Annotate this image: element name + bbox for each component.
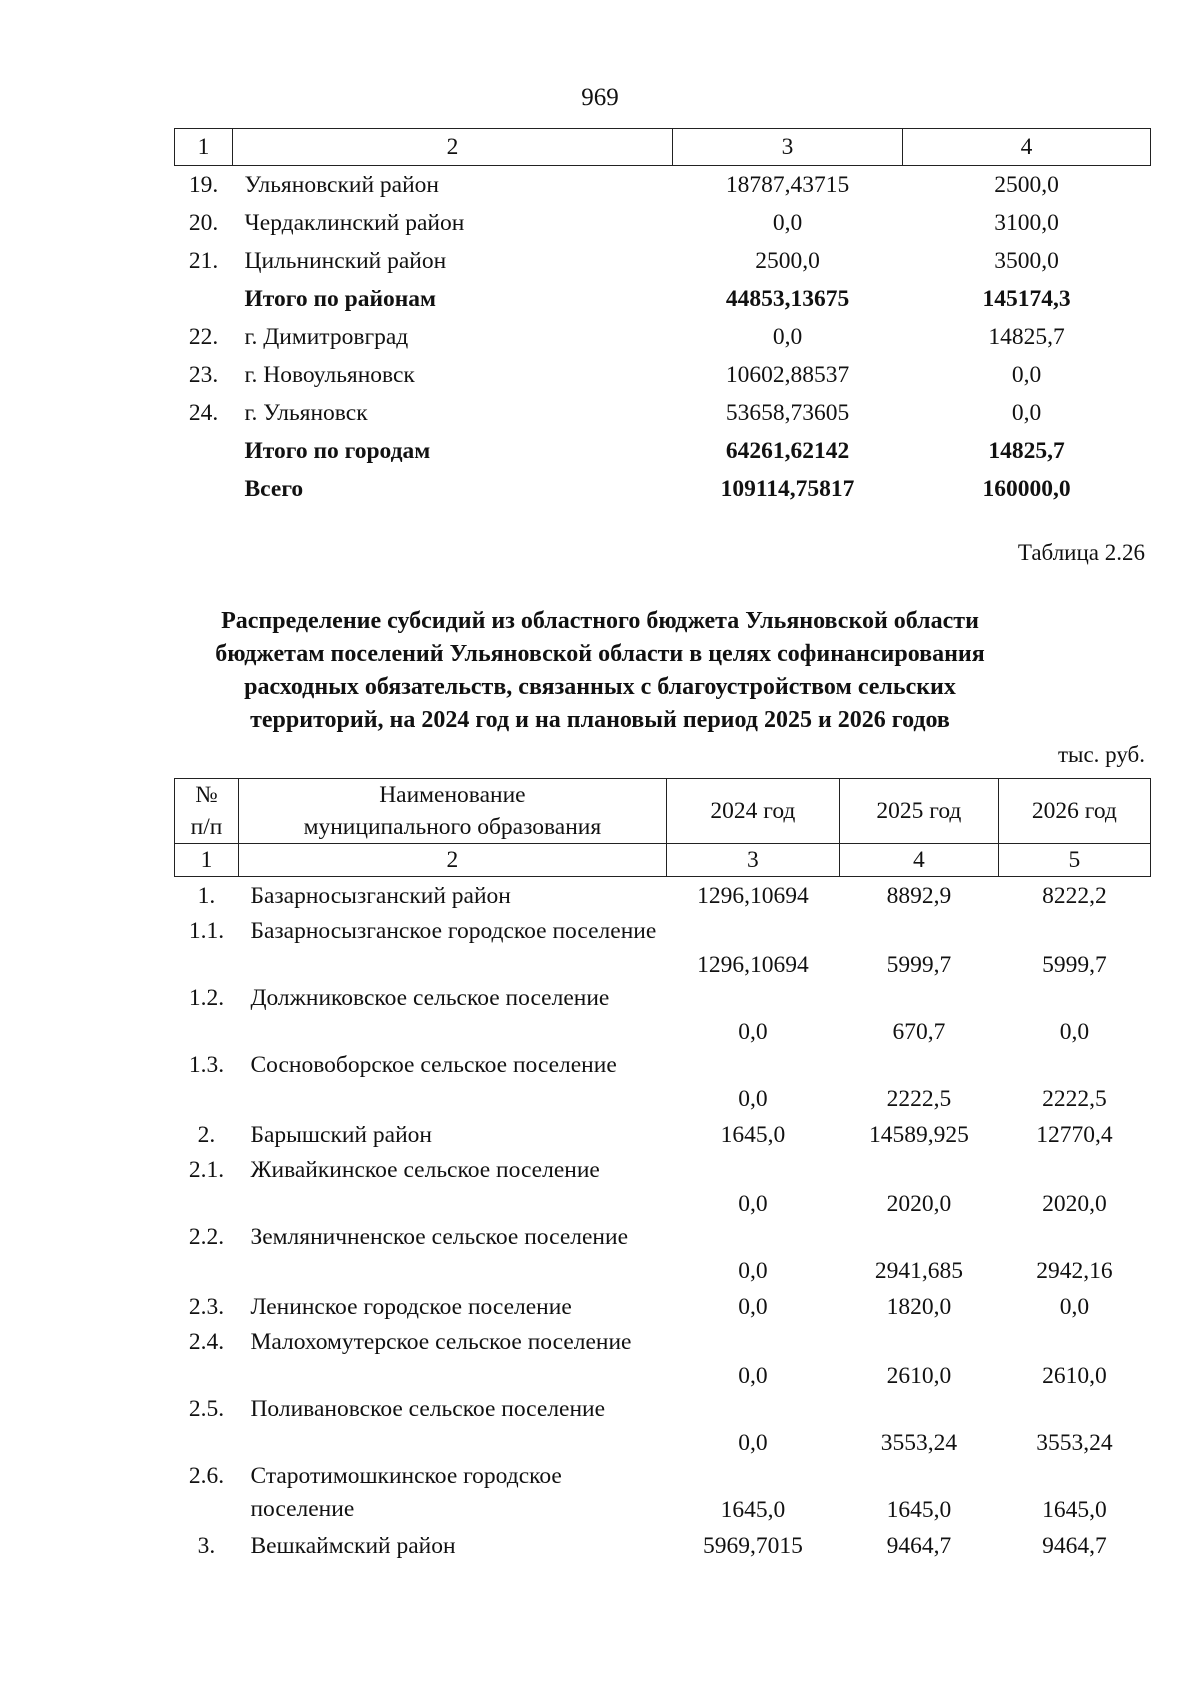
row-number: 19. bbox=[188, 172, 219, 198]
row-value-2024: 1645,0 bbox=[720, 1497, 786, 1523]
row-value-2025: 1645,0 bbox=[886, 1497, 952, 1523]
row-name: Базарносызганское городское поселение bbox=[250, 918, 657, 944]
row-number: 2.3. bbox=[188, 1294, 225, 1320]
table-row bbox=[175, 1326, 1151, 1393]
title-line: территорий, на 2024 год и на плановый период 2025 и 2026 годов bbox=[250, 707, 950, 733]
table-row bbox=[175, 877, 1151, 916]
header-number: 2 bbox=[238, 844, 666, 877]
row-value-2026: 0,0 bbox=[1059, 1294, 1090, 1320]
table-row bbox=[175, 1393, 1151, 1460]
row-value-2026: 2222,5 bbox=[1042, 1086, 1107, 1112]
title-line: бюджетам поселений Ульяновской области в целях софинансирования bbox=[215, 641, 985, 667]
header-number: 4 bbox=[839, 844, 998, 877]
row-value-2026: 8222,2 bbox=[1042, 883, 1107, 909]
row-name: Итого по городам bbox=[244, 438, 431, 464]
row-value-col4: 3500,0 bbox=[994, 248, 1059, 274]
row-name: г. Ульяновск bbox=[244, 400, 368, 426]
row-value-col4: 0,0 bbox=[1011, 362, 1042, 388]
row-value-col3: 109114,75817 bbox=[720, 476, 855, 502]
header-num-line: № bbox=[195, 782, 218, 808]
table-row bbox=[175, 1221, 1151, 1288]
row-name: Барышский район bbox=[250, 1122, 432, 1148]
row-name: Малохомутерское сельское поселение bbox=[250, 1329, 632, 1355]
row-value-2024: 0,0 bbox=[738, 1258, 768, 1284]
row-number: 1.1. bbox=[188, 918, 225, 944]
table-row bbox=[175, 242, 1151, 280]
row-number: 2.6. bbox=[188, 1463, 225, 1489]
header-2025: 2025 год bbox=[839, 779, 998, 844]
row-name: Цильнинский район bbox=[244, 248, 447, 274]
row-value-col3: 18787,43715 bbox=[725, 172, 850, 198]
page-number: 969 bbox=[581, 84, 619, 111]
row-value-2024: 0,0 bbox=[738, 1430, 768, 1456]
header-col-2: 2 bbox=[233, 129, 673, 166]
row-value-col3: 44853,13675 bbox=[725, 286, 850, 312]
row-value-col4: 0,0 bbox=[1011, 400, 1042, 426]
table-row bbox=[175, 394, 1151, 432]
row-value-2026: 12770,4 bbox=[1036, 1122, 1113, 1148]
header-col-1: 1 bbox=[175, 129, 233, 166]
row-value-col3: 0,0 bbox=[772, 324, 803, 350]
row-value-col3: 10602,88537 bbox=[725, 362, 850, 388]
row-number: 2.2. bbox=[188, 1224, 225, 1250]
row-value-2025: 2020,0 bbox=[886, 1191, 952, 1217]
table-row bbox=[175, 1527, 1151, 1565]
table-row bbox=[175, 318, 1151, 356]
row-number bbox=[175, 470, 233, 508]
header-col-3: 3 bbox=[673, 129, 903, 166]
row-name: Ленинское городское поселение bbox=[250, 1294, 572, 1320]
table-row bbox=[175, 1460, 1151, 1527]
row-value-2025: 2941,685 bbox=[874, 1258, 963, 1284]
row-value-2025: 5999,7 bbox=[886, 952, 952, 978]
row-value-2026: 0,0 bbox=[1059, 1019, 1090, 1045]
header-2026: 2026 год bbox=[998, 779, 1150, 844]
row-value-2024: 0,0 bbox=[738, 1086, 768, 1112]
row-value-2026: 2020,0 bbox=[1042, 1191, 1107, 1217]
row-value-2026: 3553,24 bbox=[1036, 1430, 1113, 1456]
header-name-line: Наименование bbox=[379, 782, 526, 808]
row-name: г. Димитровград bbox=[244, 324, 409, 350]
row-number: 1. bbox=[197, 883, 216, 909]
title-line: расходных обязательств, связанных с благоустройством сельских bbox=[244, 674, 956, 700]
row-value-2024: 0,0 bbox=[738, 1294, 768, 1320]
table-row bbox=[175, 1049, 1151, 1116]
subsidies-table bbox=[174, 778, 1151, 1565]
table-row bbox=[175, 204, 1151, 242]
header-number: 3 bbox=[666, 844, 839, 877]
table-row bbox=[175, 280, 1151, 318]
row-value-2026: 2942,16 bbox=[1036, 1258, 1113, 1284]
row-value-2024: 1645,0 bbox=[720, 1122, 786, 1148]
row-name: г. Новоульяновск bbox=[244, 362, 415, 388]
row-number: 21. bbox=[188, 248, 219, 274]
row-name: Сосновоборское сельское поселение bbox=[250, 1052, 617, 1078]
row-name: Всего bbox=[244, 476, 304, 502]
header-col-4: 4 bbox=[903, 129, 1151, 166]
row-number bbox=[175, 280, 233, 318]
table-row bbox=[175, 1288, 1151, 1326]
row-name: Должниковское сельское поселение bbox=[250, 985, 610, 1011]
row-number: 2. bbox=[197, 1122, 216, 1148]
row-name: Чердаклинский район bbox=[244, 210, 465, 236]
header-2024: 2024 год bbox=[666, 779, 839, 844]
row-number: 2.5. bbox=[188, 1396, 225, 1422]
row-value-2024: 0,0 bbox=[738, 1019, 768, 1045]
table-row bbox=[175, 1116, 1151, 1154]
table-header-row bbox=[175, 129, 1151, 166]
table-title bbox=[0, 605, 1200, 737]
row-name: Итого по районам bbox=[244, 286, 437, 312]
table-label: Таблица 2.26 bbox=[1017, 540, 1145, 565]
row-name: Старотимошкинское городское поселение bbox=[250, 1463, 562, 1522]
row-value-col4: 2500,0 bbox=[994, 172, 1059, 198]
header-num-line: п/п bbox=[190, 814, 223, 840]
table-row bbox=[175, 432, 1151, 470]
row-number: 24. bbox=[188, 400, 219, 426]
row-number: 2.4. bbox=[188, 1329, 225, 1355]
row-value-2025: 14589,925 bbox=[868, 1122, 969, 1148]
row-value-col3: 53658,73605 bbox=[725, 400, 850, 426]
row-value-col3: 2500,0 bbox=[755, 248, 820, 274]
title-line: Распределение субсидий из областного бюджета Ульяновской области bbox=[221, 608, 979, 634]
row-value-2024: 1296,10694 bbox=[697, 952, 809, 978]
units-label: тыс. руб. bbox=[1057, 742, 1145, 767]
row-value-2024: 1296,10694 bbox=[697, 883, 809, 909]
row-name: Вешкаймский район bbox=[250, 1533, 456, 1559]
row-value-2025: 670,7 bbox=[892, 1019, 946, 1045]
row-value-2026: 9464,7 bbox=[1042, 1533, 1107, 1559]
row-value-2025: 9464,7 bbox=[886, 1533, 952, 1559]
row-value-2025: 3553,24 bbox=[880, 1430, 958, 1456]
table-row bbox=[175, 982, 1151, 1049]
row-number: 20. bbox=[188, 210, 219, 236]
row-value-2025: 1820,0 bbox=[886, 1294, 952, 1320]
row-value-col3: 0,0 bbox=[772, 210, 803, 236]
row-value-2025: 8892,9 bbox=[886, 883, 952, 909]
row-value-col4: 145174,3 bbox=[982, 286, 1071, 312]
header-name bbox=[238, 779, 666, 844]
row-number: 22. bbox=[188, 324, 219, 350]
row-name: Поливановское сельское поселение bbox=[250, 1396, 606, 1422]
row-name: Ульяновский район bbox=[244, 172, 439, 198]
row-number: 3. bbox=[197, 1533, 216, 1559]
table-row bbox=[175, 915, 1151, 982]
row-value-2025: 2610,0 bbox=[886, 1363, 952, 1389]
header-number: 5 bbox=[998, 844, 1150, 877]
row-number: 2.1. bbox=[188, 1157, 225, 1183]
table-row bbox=[175, 166, 1151, 205]
table-header-numbers-row bbox=[175, 844, 1151, 877]
row-value-2024: 5969,7015 bbox=[702, 1533, 803, 1559]
row-value-col4: 3100,0 bbox=[994, 210, 1059, 236]
row-value-2024: 0,0 bbox=[738, 1191, 768, 1217]
row-value-col4: 14825,7 bbox=[988, 324, 1065, 350]
row-number: 1.2. bbox=[188, 985, 225, 1011]
row-name: Живайкинское сельское поселение bbox=[250, 1157, 600, 1183]
row-value-col3: 64261,62142 bbox=[725, 438, 850, 464]
row-number bbox=[175, 432, 233, 470]
row-value-2026: 1645,0 bbox=[1042, 1497, 1107, 1523]
row-value-2024: 0,0 bbox=[738, 1363, 768, 1389]
table-row bbox=[175, 1154, 1151, 1221]
row-value-2025: 2222,5 bbox=[886, 1086, 952, 1112]
row-number: 23. bbox=[188, 362, 219, 388]
row-value-col4: 160000,0 bbox=[982, 476, 1071, 502]
header-num bbox=[175, 779, 239, 844]
table-row bbox=[175, 470, 1151, 508]
header-name-line: муниципального образования bbox=[303, 814, 602, 840]
row-number: 1.3. bbox=[188, 1052, 225, 1078]
table-header-row bbox=[175, 779, 1151, 844]
table-row bbox=[175, 356, 1151, 394]
header-number: 1 bbox=[175, 844, 239, 877]
row-name: Земляничненское сельское поселение bbox=[250, 1224, 629, 1250]
row-name: Базарносызганский район bbox=[250, 883, 511, 909]
row-value-col4: 14825,7 bbox=[988, 438, 1065, 464]
row-value-2026: 2610,0 bbox=[1042, 1363, 1107, 1389]
row-value-2026: 5999,7 bbox=[1042, 952, 1107, 978]
districts-cities-table bbox=[174, 128, 1151, 508]
